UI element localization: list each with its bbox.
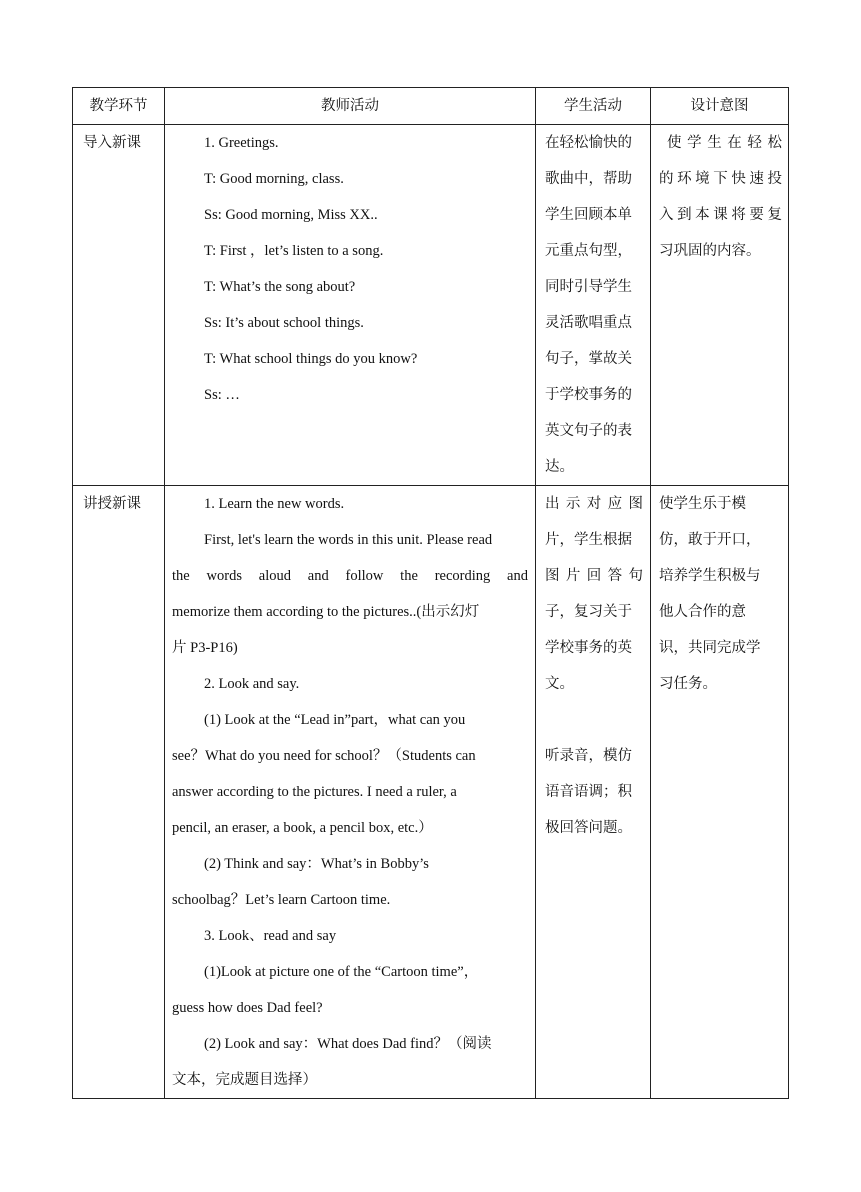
header-student-activity: 学生活动 [536, 88, 651, 125]
teacher-line: 片 P3-P16) [172, 640, 238, 656]
teacher-line: 3. Look、read and say [204, 928, 337, 944]
student-line: 句子，掌故关 [545, 351, 632, 367]
teacher-line: the words aloud and follow the recording and [172, 568, 528, 584]
student-line: 学生回顾本单 [545, 207, 632, 223]
student-line: 同时引导学生 [545, 279, 632, 295]
teacher-line: T: What school things do you know? [204, 351, 418, 367]
lesson-plan-table [72, 87, 789, 1099]
table-row-intro [73, 125, 789, 486]
header-teacher-activity: 教师活动 [165, 88, 536, 125]
teacher-line: T: First ，let’s listen to a song. [204, 243, 384, 259]
student-line: 极回答问题。 [545, 820, 632, 836]
teacher-line: see？What do you need for school？（Students can [172, 748, 476, 764]
student-line: 听录音，模仿 [545, 748, 632, 764]
teacher-line: answer according to the pictures. I need a ruler, a [172, 784, 457, 800]
student-activity-cell [536, 125, 651, 486]
teacher-line: T: What’s the song about? [204, 279, 356, 295]
teacher-activity-cell [165, 125, 536, 486]
student-line: 灵活歌唱重点 [545, 315, 632, 331]
teacher-line: First, let's learn the words in this unit. Please read [204, 532, 493, 548]
student-line: 歌曲中，帮助 [545, 171, 632, 187]
teacher-line: Ss: … [204, 387, 240, 403]
intent-line: 培养学生积极与 [659, 568, 761, 584]
table-row-new-lesson [73, 486, 789, 1099]
teacher-line: Ss: It’s about school things. [204, 315, 364, 331]
student-line: 子，复习关于 [545, 604, 632, 620]
student-line: 元重点句型， [545, 243, 632, 259]
teacher-line: (1)Look at picture one of the “Cartoon time”， [204, 964, 479, 980]
intent-line: 使学生乐于模 [659, 496, 746, 512]
stage-cell: 讲授新课 [73, 486, 165, 1099]
teacher-line: 1. Learn the new words. [204, 496, 345, 512]
teacher-line: T: Good morning, class. [204, 171, 344, 187]
student-line: 于学校事务的 [545, 387, 632, 403]
design-intent-cell [651, 125, 789, 486]
teacher-line: 文本，完成题目选择） [172, 1072, 317, 1088]
teacher-line: memorize them according to the pictures..(出示幻灯 [172, 604, 480, 620]
header-stage: 教学环节 [73, 88, 165, 125]
intent-line: 习巩固的内容。 [659, 243, 761, 259]
student-line: 英文句子的表 [545, 423, 632, 439]
teacher-line: schoolbag？Let’s learn Cartoon time. [172, 892, 391, 908]
teacher-line: guess how does Dad feel? [172, 1000, 323, 1016]
student-activity-cell [536, 486, 651, 1099]
intent-line: 仿，敢于开口， [659, 532, 761, 548]
student-line: 出示对应图 [545, 496, 643, 512]
header-design-intent: 设计意图 [651, 88, 789, 125]
teacher-line: 2. Look and say. [204, 676, 300, 692]
teacher-line: pencil, an eraser, a book, a pencil box, etc.） [172, 820, 433, 836]
design-intent-cell [651, 486, 789, 1099]
student-line: 学校事务的英 [545, 640, 632, 656]
teacher-activity-cell [165, 486, 536, 1099]
blank-line [545, 702, 643, 738]
intent-line: 识，共同完成学 [659, 640, 761, 656]
intent-line: 入到本课将要复 [659, 207, 782, 223]
intent-line: 他人合作的意 [659, 604, 746, 620]
intent-line: 习任务。 [659, 676, 717, 692]
student-line: 片，学生根据 [545, 532, 632, 548]
teacher-line: (1) Look at the “Lead in”part，what can you [204, 712, 466, 728]
teacher-line: (2) Look and say：What does Dad find？（阅读 [204, 1036, 492, 1052]
student-line: 文。 [545, 676, 574, 692]
student-line: 图片回答句 [545, 568, 643, 584]
student-line: 语音语调；积 [545, 784, 632, 800]
teacher-line: Ss: Good morning, Miss XX.. [204, 207, 378, 223]
intent-line: 使学生在轻松 [667, 135, 782, 151]
header-row [73, 88, 789, 125]
teacher-line: (2) Think and say：What’s in Bobby’s [204, 856, 429, 872]
student-line: 达。 [545, 459, 574, 475]
stage-cell: 导入新课 [73, 125, 165, 486]
intent-line: 的环境下快速投 [659, 171, 782, 187]
teacher-line: 1. Greetings. [204, 135, 279, 151]
student-line: 在轻松愉快的 [545, 135, 632, 151]
